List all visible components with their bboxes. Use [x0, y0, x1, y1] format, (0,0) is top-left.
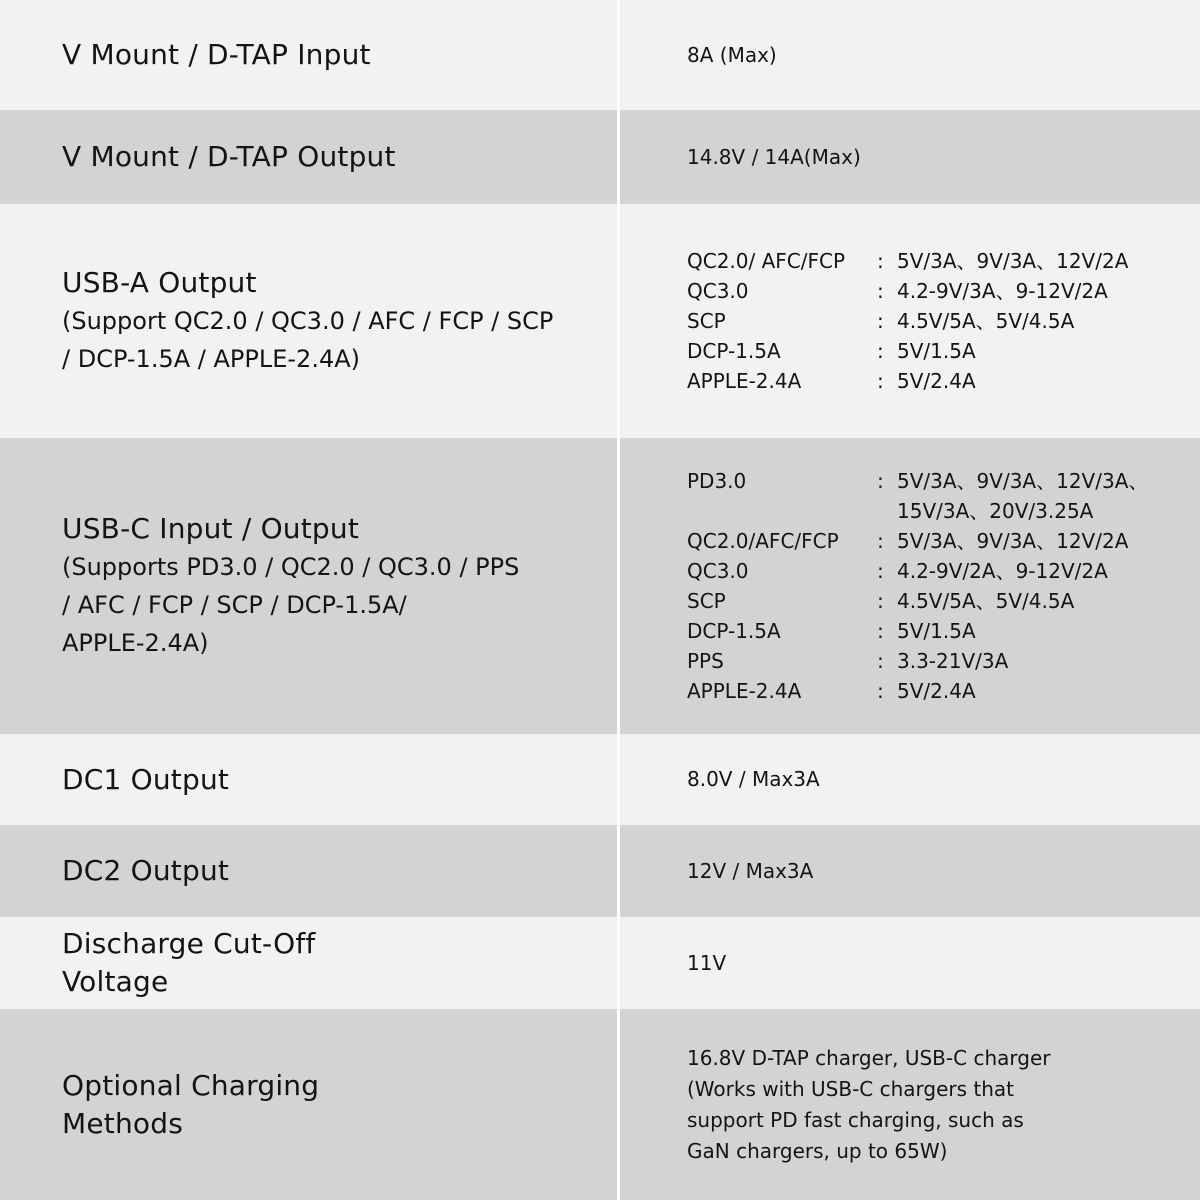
protocol-name: APPLE-2.4A [687, 679, 802, 703]
protocol-value: 4.2-9V/2A、9-12V/2A [897, 559, 1108, 583]
spec-value: 8A (Max) [687, 42, 777, 67]
protocol-name: QC3.0 [687, 559, 749, 583]
spec-label-cell [0, 917, 617, 1009]
spec-label: USB-A Output [62, 266, 257, 299]
spec-value-cell [620, 0, 1200, 110]
protocol-separator: : [877, 369, 884, 393]
spec-value-cell [620, 1009, 1200, 1200]
protocol-line [687, 616, 1200, 646]
spec-label-cell [0, 110, 617, 204]
spec-label-cell [0, 734, 617, 825]
spec-label: Discharge Cut-Off Voltage [62, 927, 316, 998]
spec-row-discharge-cutoff [0, 917, 1200, 1009]
protocol-value: 4.2-9V/3A、9-12V/2A [897, 279, 1108, 303]
spec-row-charging-methods [0, 1009, 1200, 1200]
protocol-name: QC3.0 [687, 279, 749, 303]
spec-value-cell [620, 204, 1200, 438]
protocol-name: DCP-1.5A [687, 339, 781, 363]
spec-value: 11V [687, 950, 727, 975]
spec-value-cell [620, 734, 1200, 825]
spec-row-vmount-input [0, 0, 1200, 110]
protocol-line [687, 586, 1200, 616]
spec-label-cell [0, 204, 617, 438]
protocol-name: SCP [687, 309, 726, 333]
protocol-list [687, 246, 1200, 396]
protocol-separator: : [877, 559, 884, 583]
spec-row-dc2-output [0, 825, 1200, 917]
spec-label-cell [0, 825, 617, 917]
spec-value: 16.8V D-TAP charger, USB-C charger (Works with USB-C chargers that support PD fast charging, such as GaN chargers, up to 65W) [687, 1045, 1051, 1163]
protocol-line [687, 466, 1200, 526]
protocol-value: 5V/3A、9V/3A、12V/2A [897, 249, 1129, 273]
protocol-value: 5V/1.5A [897, 619, 976, 643]
protocol-value: 5V/3A、9V/3A、12V/2A [897, 529, 1129, 553]
protocol-name: PD3.0 [687, 469, 747, 493]
protocol-separator: : [877, 339, 884, 363]
spec-label: DC2 Output [62, 854, 230, 887]
protocol-value: 4.5V/5A、5V/4.5A [897, 589, 1075, 613]
protocol-line [687, 276, 1200, 306]
protocol-separator: : [877, 529, 884, 553]
protocol-value: 3.3-21V/3A [897, 649, 1009, 673]
protocol-line [687, 336, 1200, 366]
protocol-name: APPLE-2.4A [687, 369, 802, 393]
spec-value-cell [620, 917, 1200, 1009]
spec-value: 8.0V / Max3A [687, 767, 820, 791]
spec-sublabel: (Supports PD3.0 / QC2.0 / QC3.0 / PPS / AFC / FCP / SCP / DCP-1.5A/ APPLE-2.4A) [62, 553, 520, 657]
spec-label: V Mount / D-TAP Output [62, 140, 396, 173]
spec-sublabel: (Support QC2.0 / QC3.0 / AFC / FCP / SCP / DCP-1.5A / APPLE-2.4A) [62, 307, 554, 373]
protocol-name: DCP-1.5A [687, 619, 781, 643]
spec-label-cell [0, 438, 617, 734]
spec-label: USB-C Input / Output [62, 512, 360, 545]
spec-label: DC1 Output [62, 762, 230, 796]
protocol-value: 5V/2.4A [897, 679, 976, 703]
spec-value: 12V / Max3A [687, 858, 814, 883]
spec-row-usbc-io [0, 438, 1200, 734]
spec-value-cell [620, 825, 1200, 917]
protocol-name: QC2.0/ AFC/FCP [687, 249, 846, 273]
protocol-separator: : [877, 679, 884, 703]
protocol-line [687, 676, 1200, 706]
protocol-separator: : [877, 619, 884, 643]
protocol-line [687, 246, 1200, 276]
spec-label-cell [0, 1009, 617, 1200]
protocol-separator: : [877, 589, 884, 613]
spec-label-cell [0, 0, 617, 110]
protocol-value: 4.5V/5A、5V/4.5A [897, 309, 1075, 333]
spec-value: 14.8V / 14A(Max) [687, 144, 861, 169]
spec-value-cell [620, 438, 1200, 734]
protocol-line [687, 646, 1200, 676]
protocol-separator: : [877, 469, 884, 493]
spec-row-usba-output [0, 204, 1200, 438]
protocol-value: 5V/1.5A [897, 339, 976, 363]
protocol-separator: : [877, 309, 884, 333]
protocol-value: 5V/3A、9V/3A、12V/3A、 15V/3A、20V/3.25A [897, 469, 1149, 523]
protocol-line [687, 306, 1200, 336]
protocol-line [687, 556, 1200, 586]
protocol-separator: : [877, 279, 884, 303]
spec-label: V Mount / D-TAP Input [62, 38, 371, 71]
protocol-name: SCP [687, 589, 726, 613]
protocol-list [687, 466, 1200, 706]
spec-row-vmount-output [0, 110, 1200, 204]
protocol-line [687, 366, 1200, 396]
protocol-separator: : [877, 249, 884, 273]
protocol-line [687, 526, 1200, 556]
protocol-name: PPS [687, 649, 724, 673]
spec-value-cell [620, 110, 1200, 204]
spec-label: Optional Charging Methods [62, 1068, 320, 1140]
protocol-value: 5V/2.4A [897, 369, 976, 393]
protocol-separator: : [877, 649, 884, 673]
protocol-name: QC2.0/AFC/FCP [687, 529, 839, 553]
spec-row-dc1-output [0, 734, 1200, 825]
